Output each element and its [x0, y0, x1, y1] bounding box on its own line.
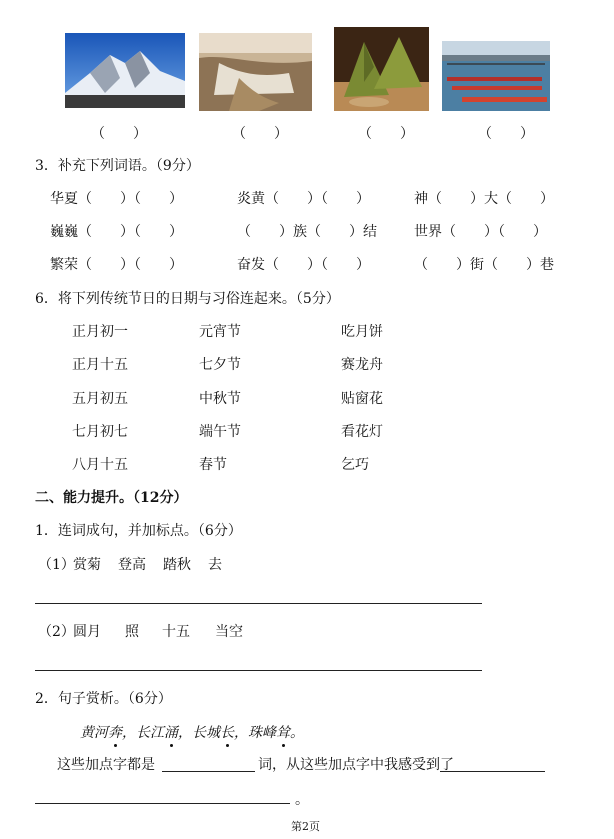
photo-answer-1[interactable]: （ ）: [91, 126, 147, 142]
photo-answer-4[interactable]: （ ）: [478, 126, 534, 142]
q2-end-period: 。: [295, 792, 309, 808]
zongzi-photo: [334, 27, 429, 111]
q1-item2-word-2: 照: [125, 624, 139, 640]
q2-dotted-char-4: 耸: [276, 722, 290, 742]
q6-custom-2[interactable]: 赛龙舟: [341, 357, 383, 373]
q6-date-5[interactable]: 八月十五: [72, 457, 128, 473]
q6-festival-3[interactable]: 中秋节: [199, 391, 241, 407]
q3-row1-item2[interactable]: 炎黄（ ）（ ）: [237, 191, 370, 207]
q3-row1-item1[interactable]: 华夏（ ）（ ）: [50, 191, 183, 207]
q3-title: 3．补充下列词语。（9分）: [35, 158, 200, 174]
dragon-boat-photo: [442, 41, 550, 111]
q2-blank-3[interactable]: [35, 803, 290, 804]
section2-title: 二、能力提升。（12分）: [35, 490, 188, 506]
mountain-photo: [65, 33, 185, 108]
photo-answer-3[interactable]: （ ）: [358, 126, 414, 142]
q6-custom-3[interactable]: 贴窗花: [341, 391, 383, 407]
q3-row2-item2[interactable]: （ ）族（ ）结: [237, 224, 377, 240]
q1-answer-line-1[interactable]: [35, 603, 482, 604]
q2-part-2: ，长江: [122, 725, 164, 741]
q1-answer-line-2[interactable]: [35, 670, 482, 671]
q6-festival-4[interactable]: 端午节: [199, 424, 241, 440]
q6-date-3[interactable]: 五月初五: [72, 391, 128, 407]
q3-row3-item3[interactable]: （ ）街（ ）巷: [414, 257, 554, 273]
page-number: 第2页: [291, 820, 320, 833]
q6-date-4[interactable]: 七月初七: [72, 424, 128, 440]
q1-item2-label: （2）: [38, 624, 75, 640]
q2-part-1: 黄河: [80, 725, 108, 741]
q1-title: 1．连词成句，并加标点。（6分）: [35, 523, 242, 539]
q1-item1-word-4: 去: [208, 557, 222, 573]
q6-custom-4[interactable]: 看花灯: [341, 424, 383, 440]
q1-item2-word-4: 当空: [215, 624, 243, 640]
q1-item1-word-1: 赏菊: [73, 557, 101, 573]
q2-dotted-char-1: 奔: [108, 722, 122, 742]
q6-festival-1[interactable]: 元宵节: [199, 324, 241, 340]
q2-dotted-char-3: 长: [220, 722, 234, 742]
q1-item1-word-3: 踏秋: [163, 557, 191, 573]
q6-custom-5[interactable]: 乞巧: [341, 457, 369, 473]
q6-festival-5[interactable]: 春节: [199, 457, 227, 473]
q6-date-2[interactable]: 正月十五: [72, 357, 128, 373]
q2-blank-2[interactable]: [440, 771, 545, 772]
q2-part-3: ，长城: [178, 725, 220, 741]
q2-part-4: ，珠峰: [234, 725, 276, 741]
q3-row1-item3[interactable]: 神（ ）大（ ）: [414, 191, 554, 207]
q3-row3-item1[interactable]: 繁荣（ ）（ ）: [50, 257, 183, 273]
q3-row2-item3[interactable]: 世界（ ）（ ）: [414, 224, 547, 240]
q6-date-1[interactable]: 正月初一: [72, 324, 128, 340]
photo-answer-2[interactable]: （ ）: [232, 126, 288, 142]
q3-row3-item2[interactable]: 奋发（ ）（ ）: [237, 257, 370, 273]
waterfall-photo: [199, 33, 312, 111]
q2-part-5: 。: [290, 725, 304, 741]
q6-festival-2[interactable]: 七夕节: [199, 357, 241, 373]
q6-custom-1[interactable]: 吃月饼: [341, 324, 383, 340]
q2-blank-1[interactable]: [162, 771, 255, 772]
q2-sentence: [80, 722, 304, 742]
q1-item2-word-1: 圆月: [73, 624, 101, 640]
q1-item1-word-2: 登高: [118, 557, 146, 573]
q2-text-a: 这些加点字都是: [57, 757, 155, 773]
q3-row2-item1[interactable]: 巍巍（ ）（ ）: [50, 224, 183, 240]
q1-item2-word-3: 十五: [162, 624, 190, 640]
q2-text-b: 词，从这些加点字中我感受到了: [258, 757, 454, 773]
q2-dotted-char-2: 涌: [164, 722, 178, 742]
q2-title: 2．句子赏析。（6分）: [35, 691, 172, 707]
q1-item1-label: （1）: [38, 557, 75, 573]
q6-title: 6．将下列传统节日的日期与习俗连起来。（5分）: [35, 291, 340, 307]
